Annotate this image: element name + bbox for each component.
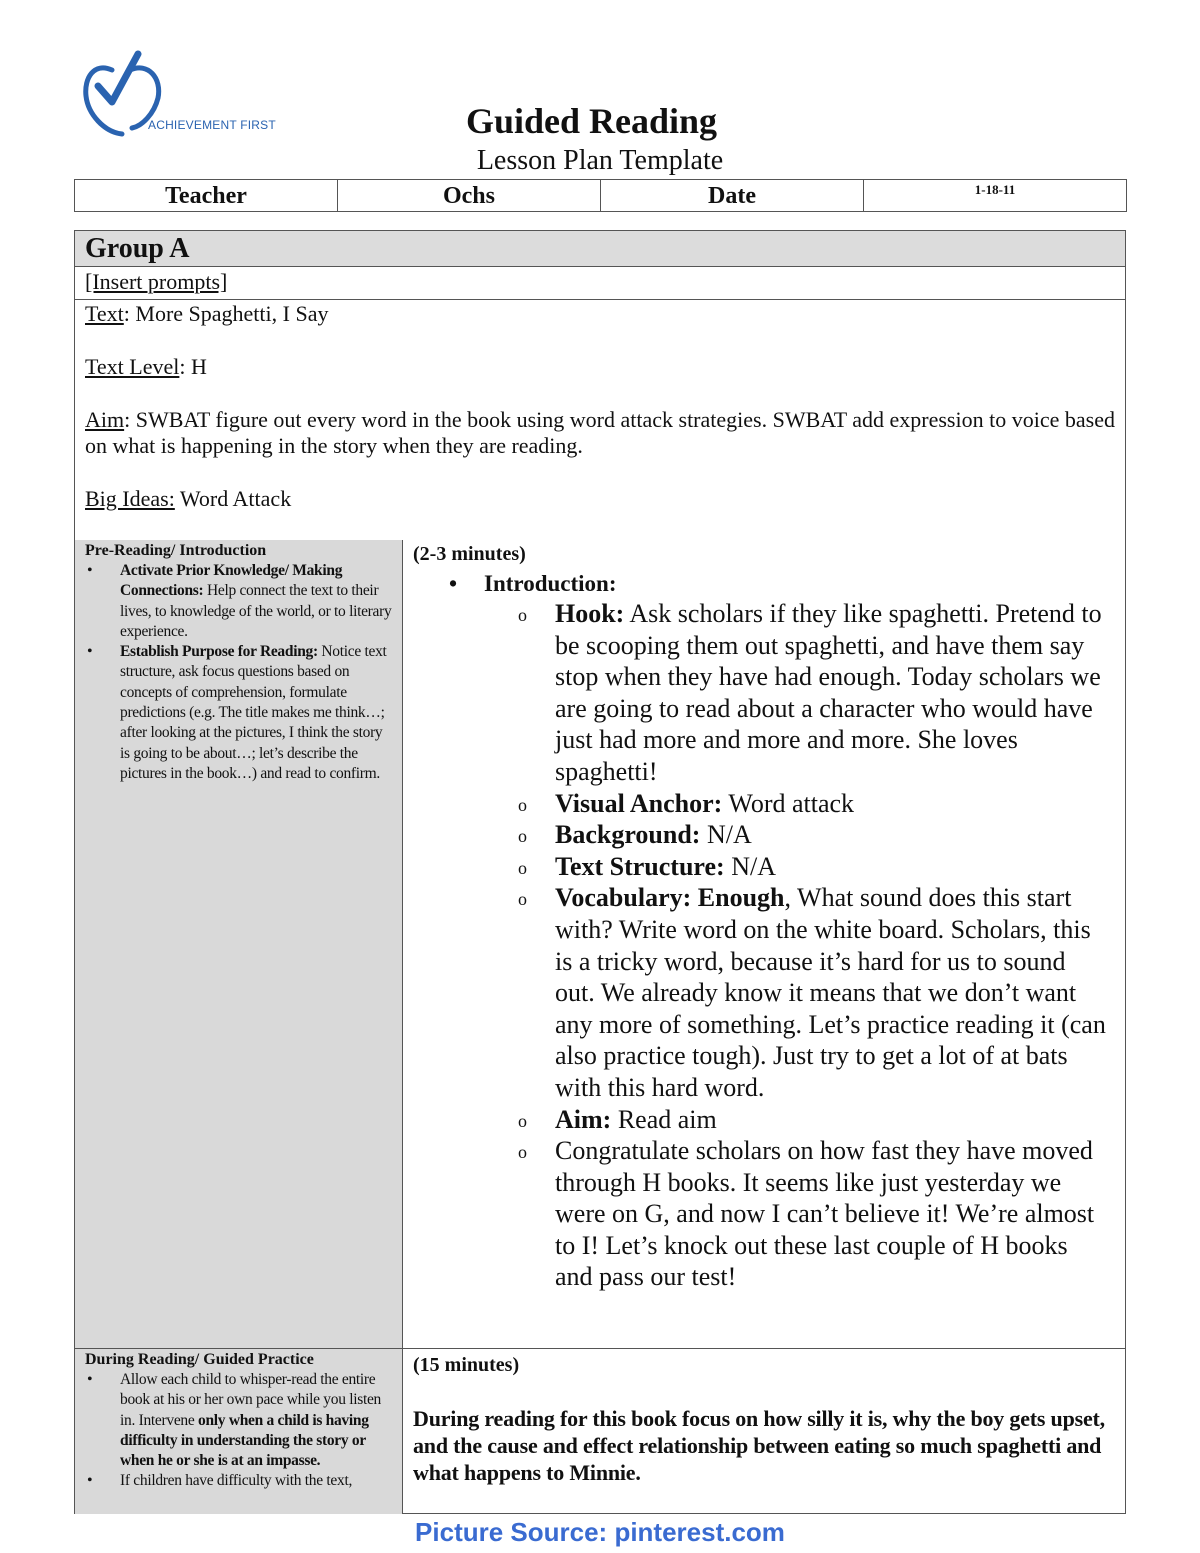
item-heading: Text Structure: (555, 851, 725, 881)
list-item (403, 598, 1125, 788)
during-reading-list (75, 1370, 402, 1492)
circle-bullet-icon: o (518, 794, 527, 815)
during-reading-title: During Reading/ Guided Practice (85, 1351, 314, 1368)
during-reading-minutes: (15 minutes) (413, 1354, 520, 1376)
list-item (75, 1471, 394, 1491)
text-level-label: Text Level (85, 354, 180, 379)
logo-text: ACHIEVEMENT FIRST (148, 118, 276, 132)
during-reading-guidance (75, 1348, 403, 1514)
item-text: Congratulate scholars on how fast they have moved through H books. It seems like just yesterday we were on G, and now I can’t believe it! We’re almost to I! Let’s knock out these last couple of H books and pass our test! (555, 1136, 1095, 1292)
item-text: N/A (700, 820, 752, 850)
list-item (403, 1104, 1125, 1136)
pre-reading-title: Pre-Reading/ Introduction (85, 542, 267, 559)
teacher-value: Ochs (338, 180, 601, 212)
document-subtitle: Lesson Plan Template (476, 145, 724, 176)
prompts-row (75, 267, 1125, 300)
list-item (75, 1370, 394, 1471)
item-text: If children have difficulty with the text, (120, 1472, 353, 1490)
during-reading-plan (403, 1348, 1125, 1514)
aim-value: : SWBAT figure out every word in the book using word attack strategies. SWBAT add expression to voice based on what is happening in the story when they are reading. (85, 407, 1115, 458)
introduction-list (403, 598, 1125, 1293)
item-text: , What sound does this start with? Write word on the white board. Scholars, this is a tricky word, because it’s hard for us to sound out. We already know it means that we don’t want any more of something. Let’s practice reading it (can also practice tough). Just try to get a lot of at bats with this hard word. (555, 883, 1106, 1102)
item-heading: Background: (555, 820, 701, 850)
document-title: Guided Reading (465, 101, 718, 141)
item-emphasis: only when a child is having difficulty in understanding the story or when he or she is at an impasse. (120, 1411, 369, 1470)
text-value: : More Spaghetti, I Say (123, 301, 329, 326)
circle-bullet-icon: o (518, 826, 527, 847)
group-table (74, 230, 1126, 1514)
during-reading-paragraph: During reading for this book focus on how silly it is, why the boy gets upset, and the cause and effect relationship between eating so much spaghetti and what happens to Minnie. (413, 1406, 1105, 1485)
item-text: Read aim (611, 1104, 717, 1134)
list-item (75, 642, 394, 784)
pre-reading-guidance (75, 540, 403, 1348)
item-heading: Activate Prior Knowledge/ Making Connections: (120, 562, 343, 600)
item-text: Notice text structure, ask focus questions based on concepts of comprehension, formulate predictions (e.g. The title makes me think…; after looking at the pictures, I think the story is going to be about…; let’s describe the pictures in the book…) and read to confirm. (120, 643, 387, 782)
big-ideas-label: Big Ideas: (85, 486, 175, 511)
circle-bullet-icon: o (518, 605, 527, 625)
list-item (75, 561, 394, 642)
item-text: Word attack (722, 788, 855, 818)
item-text: Ask scholars if they like spaghetti. Pretend to be scooping them out spaghetti, and have them say stop when they have had enough. Today scholars we are going to read about a character who would have just had more and more and more. She loves spaghetti! (555, 599, 1102, 786)
text-line (85, 301, 328, 327)
introduction-heading: • Introduction: (403, 570, 1125, 598)
list-item (403, 819, 1125, 851)
insert-prompts: [Insert prompts] (85, 269, 228, 294)
item-heading: Visual Anchor: (555, 788, 723, 818)
text-level-line (85, 354, 207, 380)
pre-reading-minutes: (2-3 minutes) (413, 543, 526, 565)
item-heading: Aim: (555, 1104, 612, 1134)
date-label: Date (601, 180, 864, 212)
text-level-value: : H (179, 354, 207, 379)
circle-bullet-icon: o (518, 889, 527, 910)
item-heading: Establish Purpose for Reading: (120, 643, 318, 661)
list-item (403, 1135, 1125, 1293)
list-item (403, 788, 1125, 820)
circle-bullet-icon: o (518, 1142, 527, 1163)
teacher-date-table (74, 179, 1127, 212)
text-label: Text (85, 301, 124, 326)
pre-reading-list (75, 561, 402, 784)
item-heading: Hook: (555, 599, 625, 628)
item-text: Help connect the text to their lives, to knowledge of the world, or to literary experience. (120, 582, 392, 640)
circle-bullet-icon: o (518, 857, 527, 878)
picture-source-caption: Picture Source: pinterest.com (415, 1517, 785, 1547)
big-ideas-line (85, 486, 291, 512)
list-item (403, 882, 1125, 1103)
item-text: N/A (724, 851, 776, 881)
aim-label: Aim (85, 407, 125, 432)
big-ideas-value: Word Attack (174, 486, 292, 511)
group-name: Group A (85, 233, 190, 264)
item-text: Allow each child to whisper-read the entire book at his or her own pace while you listen in. Intervene (120, 1371, 382, 1429)
item-heading: Vocabulary: Enough (555, 883, 785, 913)
aim-line (85, 407, 1115, 459)
pre-reading-plan (403, 540, 1125, 1348)
date-value: 1-18-11 (864, 180, 1127, 212)
list-item (403, 851, 1125, 883)
circle-bullet-icon: o (518, 1110, 527, 1131)
group-header-row (75, 231, 1125, 267)
teacher-label: Teacher (75, 180, 338, 212)
